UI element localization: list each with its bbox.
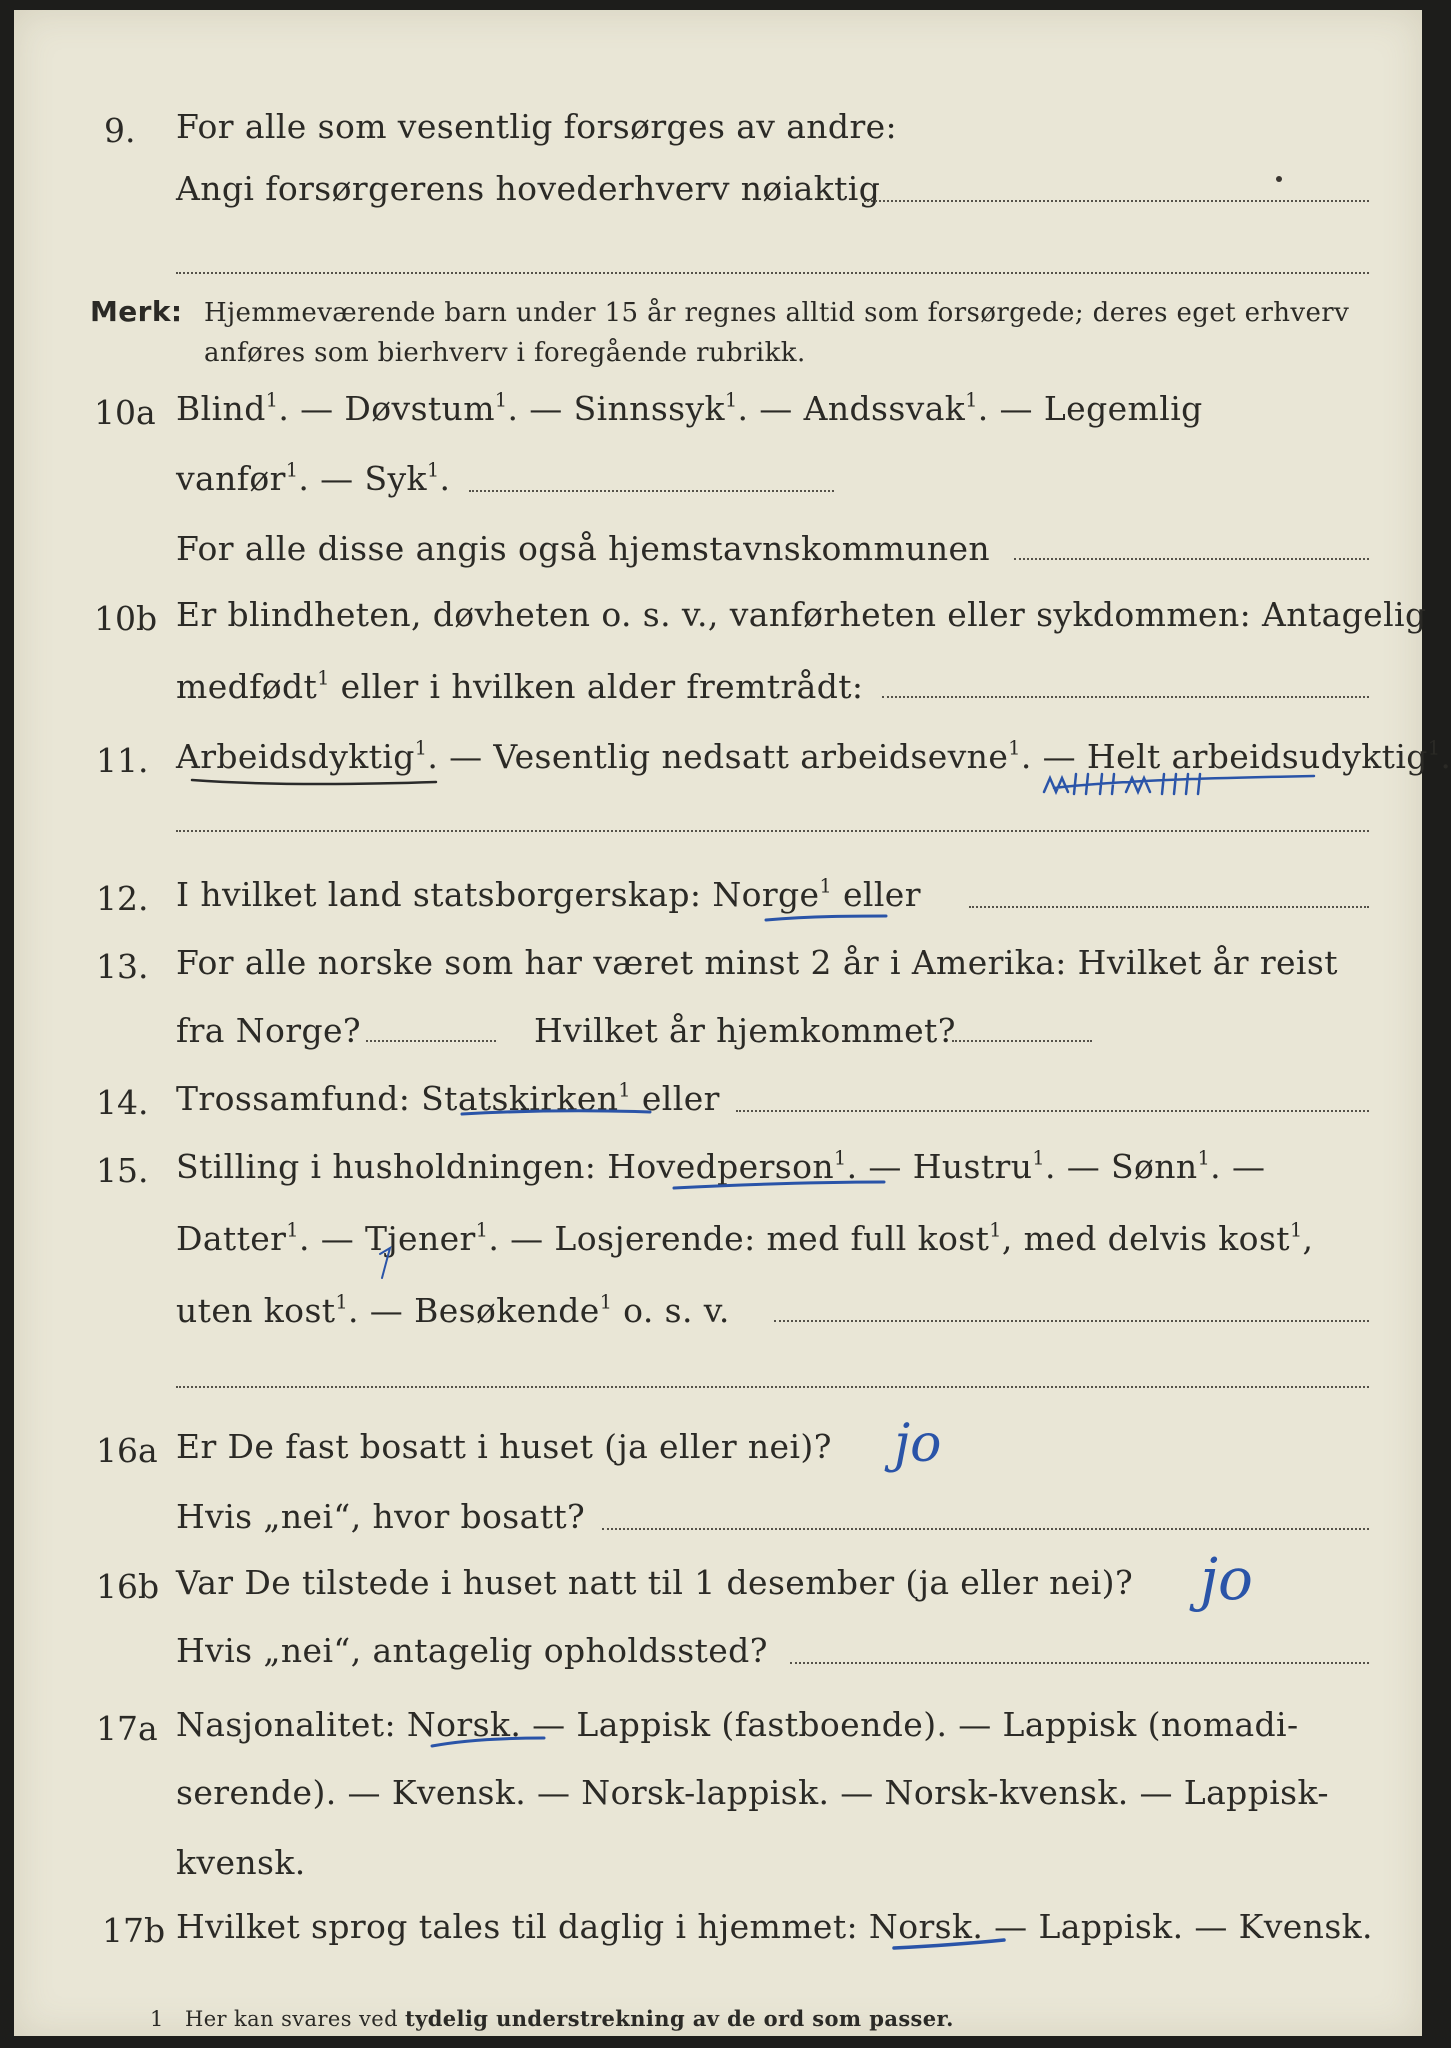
underline-statskirken [462, 1111, 650, 1114]
q17b-line: Hvilket sprog tales til daglig i hjemmet: Norsk. — Lappisk. — Kvensk. [176, 1907, 1373, 1946]
q15-number: 15. [96, 1151, 149, 1190]
q14-line: Trossamfund: Statskirken$^1$ eller [176, 1078, 720, 1118]
q13-line2-a: fra Norge? [176, 1011, 362, 1050]
q10a-line2: vanfør$^1$. — Syk$^1$. [176, 458, 451, 498]
q13-line2-b: Hvilket år hjemkommet? [534, 1011, 956, 1050]
q10b-line1: Er blindheten, døvheten o. s. v., vanførheten eller sykdommen: Antagelig [176, 595, 1427, 634]
census-form-page [14, 10, 1451, 2036]
underline-norsk-17a [432, 1738, 544, 1746]
q17a-line2: serende). — Kvensk. — Norsk-lappisk. — Norsk-kvensk. — Lappisk- [176, 1773, 1329, 1812]
q15-line1: Stilling i husholdningen: Hovedperson$^1$. — Hustru$^1$. — Sønn$^1$. — [176, 1146, 1266, 1186]
q12-number: 12. [96, 879, 149, 918]
q10a-line3: For alle disse angis også hjemstavnskommunen [176, 529, 991, 568]
q17a-number: 17a [96, 1709, 158, 1748]
q11-number: 11. [96, 741, 149, 780]
q16b-line2: Hvis „nei“, antagelig opholdssted? [176, 1631, 768, 1670]
q15-line3: uten kost$^1$. — Besøkende$^1$ o. s. v. [176, 1290, 730, 1330]
q10b-number: 10b [94, 599, 158, 638]
q17b-number: 17b [102, 1911, 166, 1950]
strike-helt-arbeidsudyktig [1044, 774, 1314, 794]
q16b-line1: Var De tilstede i huset natt til 1 desember (ja eller nei)? [176, 1563, 1134, 1602]
underline-norsk-17b [894, 1940, 1004, 1948]
q13-number: 13. [96, 947, 149, 986]
q13-line1: For alle norske som har været minst 2 år i Amerika: Hvilket år reist [176, 943, 1338, 982]
merk-line2: anføres som bierhverv i foregående rubrikk. [204, 338, 806, 368]
q16a-line1: Er De fast bosatt i huset (ja eller nei)? [176, 1427, 832, 1466]
q9-line1: For alle som vesentlig forsørges av andre: [176, 107, 898, 146]
ink-speck [1276, 176, 1282, 182]
merk-label: Merk: [90, 295, 183, 328]
q16a-number: 16a [96, 1431, 158, 1470]
q12-line: I hvilket land statsborgerskap: Norge$^1$ eller [176, 874, 921, 914]
q16a-handwritten-answer: jo [894, 1414, 942, 1474]
q10a-line1: Blind$^1$. — Døvstum$^1$. — Sinnssyk$^1$. — Andssvak$^1$. — Legemlig [176, 388, 1203, 428]
handwriting-overlay [14, 10, 1422, 2036]
q16b-handwritten-answer: jo [1200, 1545, 1253, 1613]
q16a-line2: Hvis „nei“, hvor bosatt? [176, 1497, 586, 1536]
q17a-line3: kvensk. [176, 1843, 306, 1882]
q9-line2: Angi forsørgerens hovederhverv nøiaktig [176, 169, 881, 208]
q17a-line1: Nasjonalitet: Norsk. — Lappisk (fastboende). — Lappisk (nomadi- [176, 1705, 1299, 1744]
underline-hovedperson [674, 1182, 884, 1188]
q10b-line2: medfødt$^1$ eller i hvilken alder fremtrådt: [176, 666, 864, 706]
merk-line1: Hjemmeværende barn under 15 år regnes alltid som forsørgede; deres eget erhverv [204, 298, 1350, 328]
q16b-number: 16b [96, 1567, 160, 1606]
underline-norge [766, 916, 886, 920]
q10a-number: 10a [94, 393, 156, 432]
underline-arbeidsdyktig [192, 780, 436, 784]
q15-line2: Datter$^1$. — Tjener$^1$. — Losjerende: med full kost$^1$, med delvis kost$^1$, [176, 1218, 1314, 1258]
tick-near-tjener [380, 1248, 390, 1278]
q9-number: 9. [104, 111, 136, 150]
footnote: 1 Her kan svares ved tydelig understrekning av de ord som passer. [150, 2006, 954, 2031]
q11-line: Arbeidsdyktig$^1$. — Vesentlig nedsatt arbeidsevne$^1$. — Helt arbeidsudyktig$^1$. [176, 736, 1451, 776]
q14-number: 14. [96, 1083, 149, 1122]
